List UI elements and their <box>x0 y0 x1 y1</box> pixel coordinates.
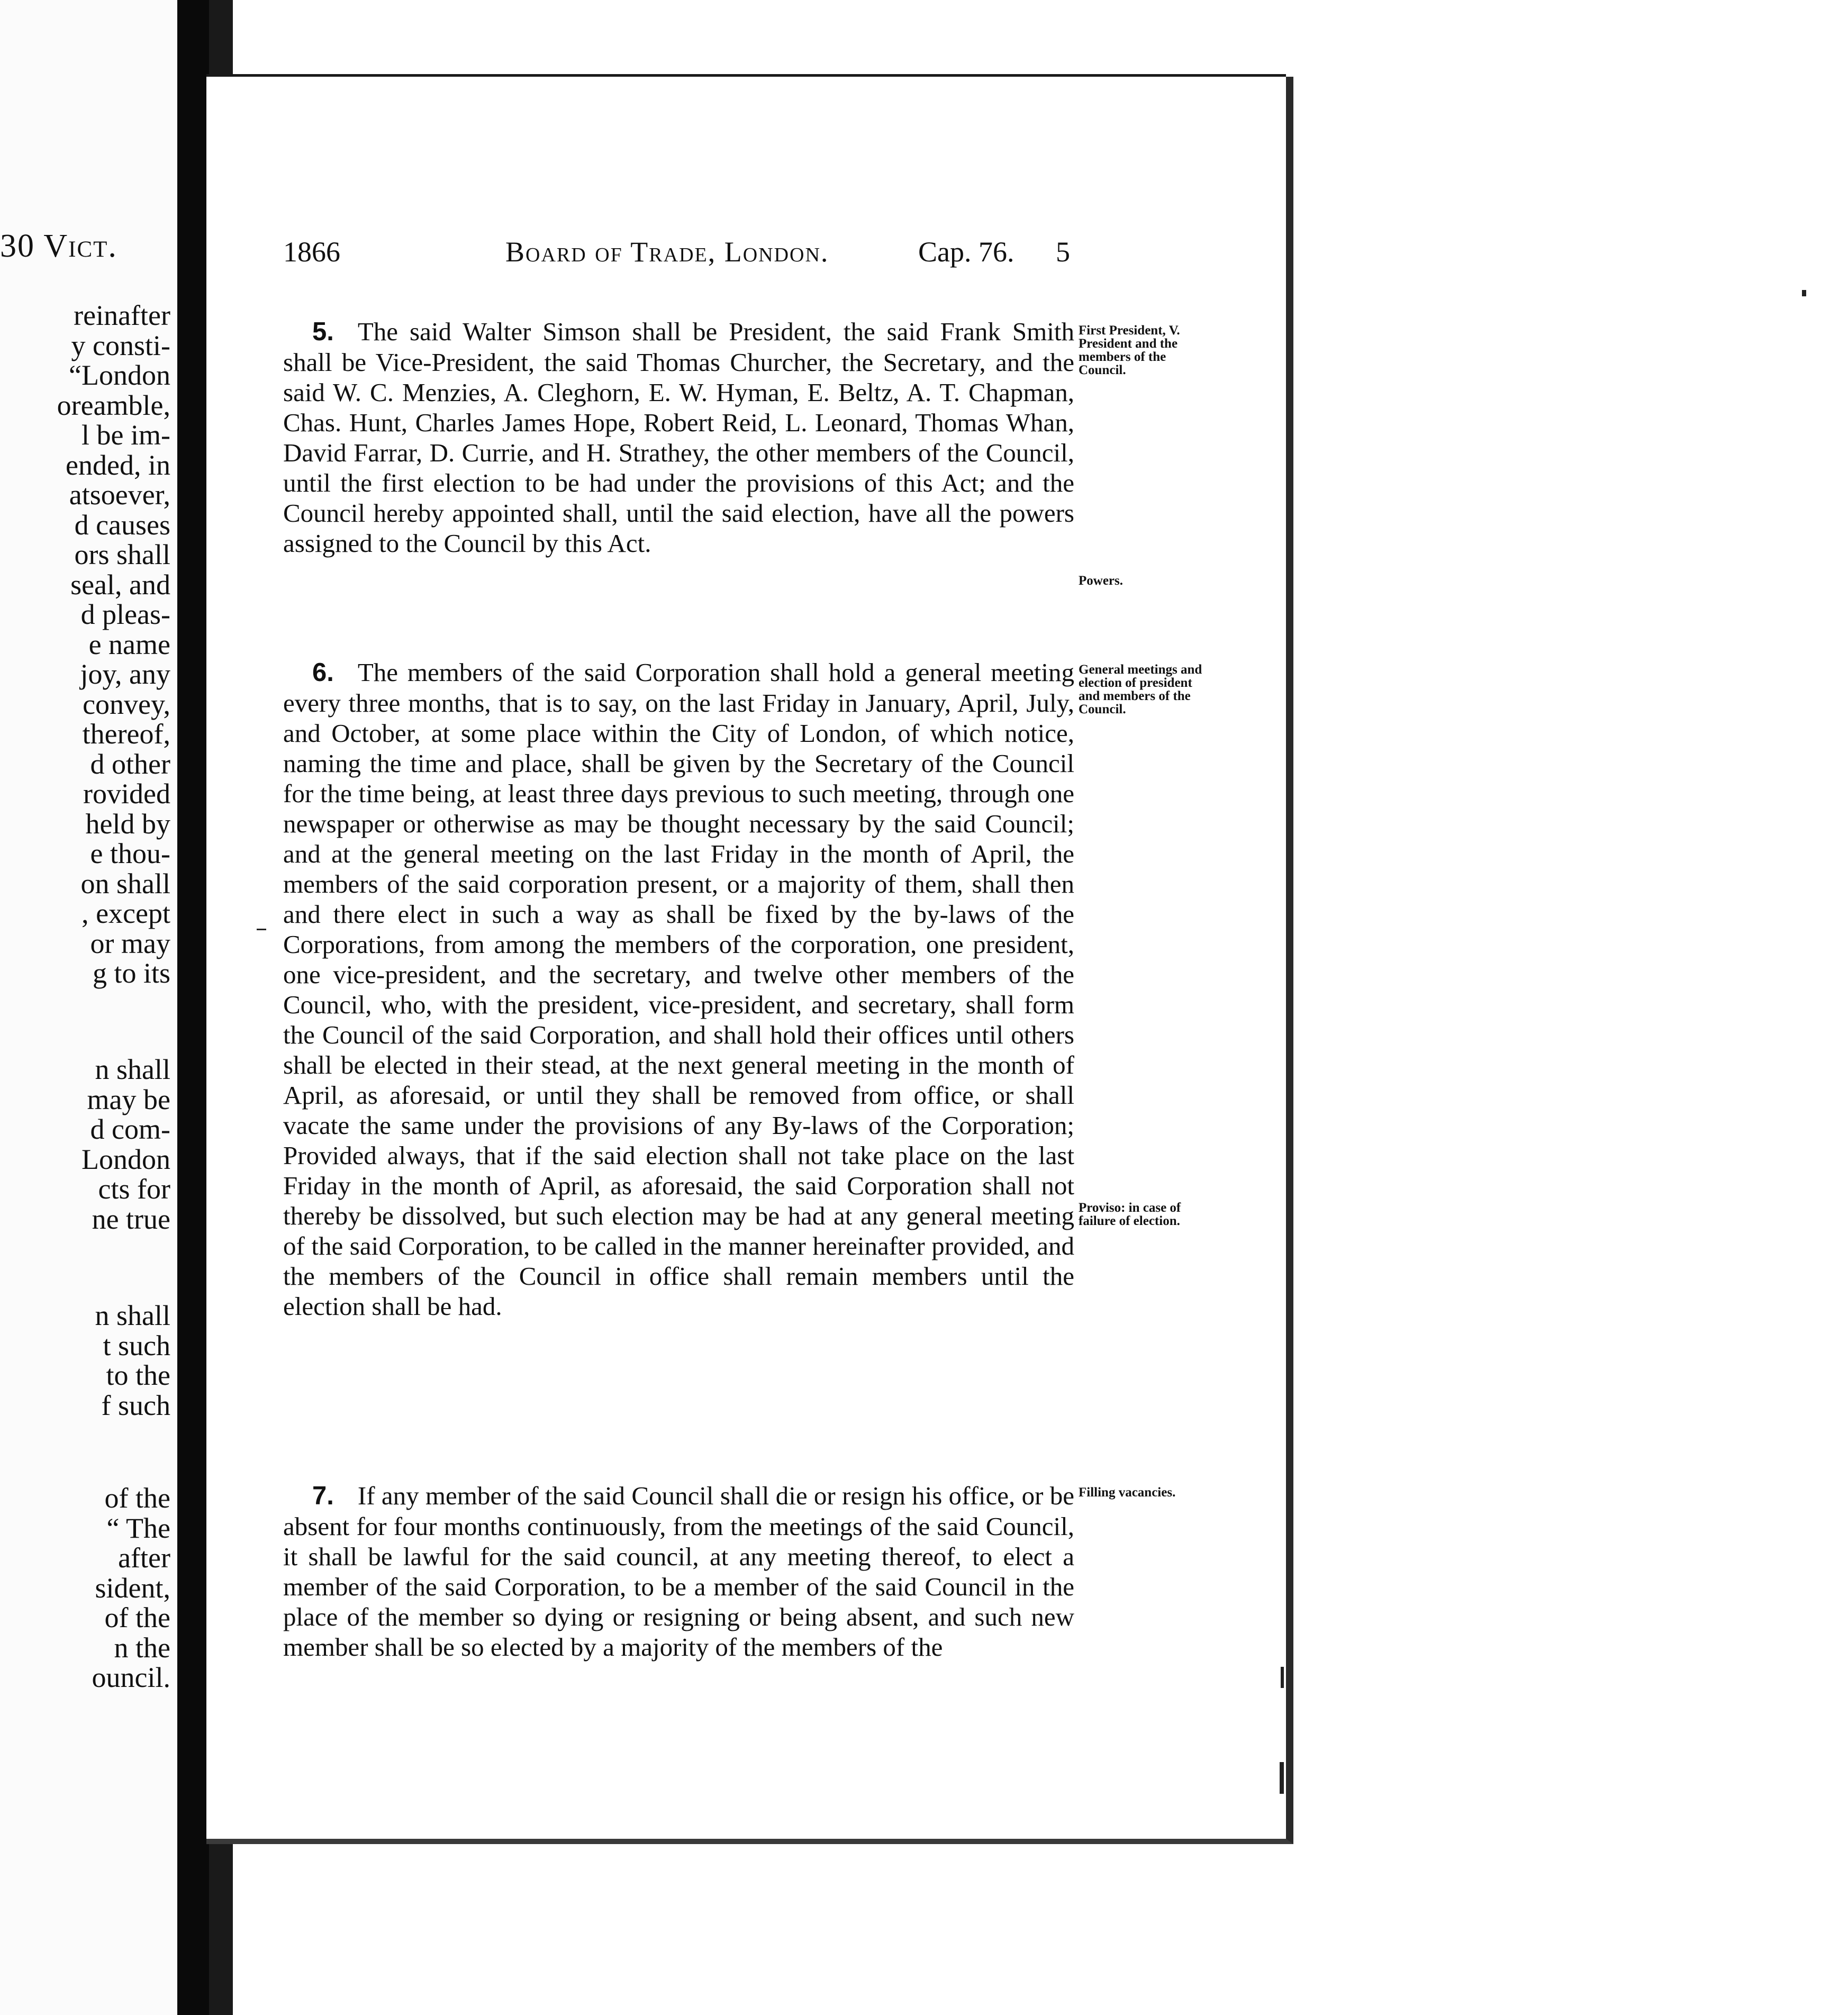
left-page-line: t such <box>103 1329 170 1362</box>
page-number: 5 <box>1056 236 1070 268</box>
section-number: 6. <box>312 658 334 687</box>
left-page-line: “London <box>69 359 170 391</box>
left-page-line: seal, and <box>70 568 170 601</box>
scan-speck <box>1802 290 1806 296</box>
section-text: If any member of the said Council shall die or resign his office, or be absent for four months continuously, from the meetings of the said Council, it shall be lawful for the said council, at any meeting thereof, to elect a member of the said Corporation, to be a member of the said Council in the place of the member so dying or resigning or being absent, and such new member shall be so elected by a majority of the members of the <box>283 1481 1074 1662</box>
left-page-line: ne true <box>92 1203 170 1235</box>
scan-speck <box>1280 1762 1284 1794</box>
sidenote-filling-vacancies: Filling vacancies. <box>1079 1485 1176 1500</box>
left-page-line: rovided <box>83 778 170 810</box>
header-title: Board of Trade, London. <box>505 236 829 268</box>
left-page-line: London <box>81 1143 170 1175</box>
left-page-line: e thou- <box>90 838 170 869</box>
left-page-line: n shall <box>95 1054 170 1085</box>
left-page-fragment <box>0 0 177 2015</box>
left-page-line: ouncil. <box>92 1662 170 1693</box>
sidenote-proviso: Proviso: in case of failure of election. <box>1079 1201 1181 1228</box>
left-page-line: , except <box>81 897 170 929</box>
header-year: 1866 <box>283 236 340 268</box>
scan-speck <box>1281 1667 1284 1688</box>
left-page-line: oreamble, <box>57 389 170 421</box>
scan-speck <box>257 929 266 930</box>
running-header <box>283 235 1077 278</box>
left-page-line: g to its <box>92 957 170 989</box>
left-page-line: joy, any <box>80 658 170 690</box>
left-page-line: “ The <box>106 1512 170 1544</box>
left-page-line: after <box>118 1542 170 1574</box>
left-page-line: held by <box>85 807 170 840</box>
section-6 <box>283 657 1074 1321</box>
left-page-line: may be <box>87 1083 170 1115</box>
left-page-line: sident, <box>95 1572 170 1604</box>
left-page-line: d other <box>90 748 170 780</box>
left-page-line: on shall <box>80 867 170 900</box>
left-page-line: of the <box>104 1482 170 1514</box>
left-page-line: f such <box>101 1389 170 1421</box>
section-7 <box>283 1481 1074 1662</box>
sidenote-general-meetings: General meetings and election of president and members of the Council. <box>1079 662 1202 716</box>
left-page-line: y consti- <box>71 329 170 361</box>
section-5 <box>283 316 1074 558</box>
left-page-line: d causes <box>74 509 170 541</box>
header-chapter: Cap. 76. <box>918 236 1014 268</box>
left-page-line: thereof, <box>82 718 170 750</box>
left-page-line: ors shall <box>74 539 170 570</box>
section-text: The said Walter Simson shall be President, the said Frank Smith shall be Vice-President, the said Thomas Churcher, the Secretary, and the said W. C. Menzies, A. Cleghorn, E. W. Hyman, E. Beltz, A. T. Chapman, Chas. Hunt, Charles James Hope, Robert Reid, L. Leonard, Thomas Whan, David Farrar, D. Currie, and H. Strathey, the other members of the Council, until the first election to be had under the provisions of this Act; and the Council hereby appointed shall, until the said election, have all the powers assigned to the Council by this Act. <box>283 317 1074 558</box>
left-page-line: d pleas- <box>80 598 170 630</box>
left-page-line: l be im- <box>81 419 170 451</box>
left-page-line: cts for <box>98 1173 170 1205</box>
left-page-line: convey, <box>83 688 170 720</box>
left-page-line: or may <box>90 927 170 959</box>
left-page-line: reinafter <box>74 299 170 331</box>
left-page-line: atsoever, <box>69 479 170 511</box>
left-page-line: to the <box>106 1359 170 1391</box>
left-page-line: ended, in <box>66 449 170 481</box>
left-page-line: n shall <box>95 1300 170 1331</box>
sidenote-powers: Powers. <box>1079 574 1123 588</box>
section-number: 7. <box>312 1482 334 1510</box>
left-page-line: d com- <box>90 1113 170 1145</box>
left-page-lines <box>0 0 170 2015</box>
left-page-line: n the <box>114 1631 170 1664</box>
left-page-line: e name <box>88 628 170 660</box>
left-page-line: of the <box>104 1602 170 1633</box>
left-page-title: 30 Vict. <box>0 228 117 264</box>
section-text: The members of the said Corporation shall hold a general meeting every three months, that is to say, on the last Friday in January, April, July, and October, at some place within the City of London, of which notice, naming the time and place, shall be given by the Secretary of the Council for the time being, at least three days previous to such meeting, through one newspaper or otherwise as may be thought necessary by the said Council; and at the general meeting on the last Friday in the month of April, the members of the said corporation present, or a majority of them, shall then and there elect in such a way as shall be fixed by the by-laws of the Corporations, from among the members of the corporation, one president, one vice-president, and the secretary, and twelve other members of the Council, who, with the president, vice-president, and secretary, shall form the Council of the said Corporation, and shall hold their offices until others shall be elected in their stead, at the next general meeting in the month of April, as aforesaid, or until they shall be removed from office, or shall vacate the same under the provisions of any By-laws of the Corporation; Provided always, that if the said election shall not take place on the last Friday in the month of April, as aforesaid, the said Corporation shall not thereby be dissolved, but such election may be had at any general meeting of the said Corporation, to be called in the manner hereinafter provided, and the members of the Council in office shall remain members until the election shall be had. <box>283 658 1074 1321</box>
sidenote-first-president: First President, V. President and the members of the Council. <box>1079 323 1180 377</box>
section-number: 5. <box>312 317 334 346</box>
